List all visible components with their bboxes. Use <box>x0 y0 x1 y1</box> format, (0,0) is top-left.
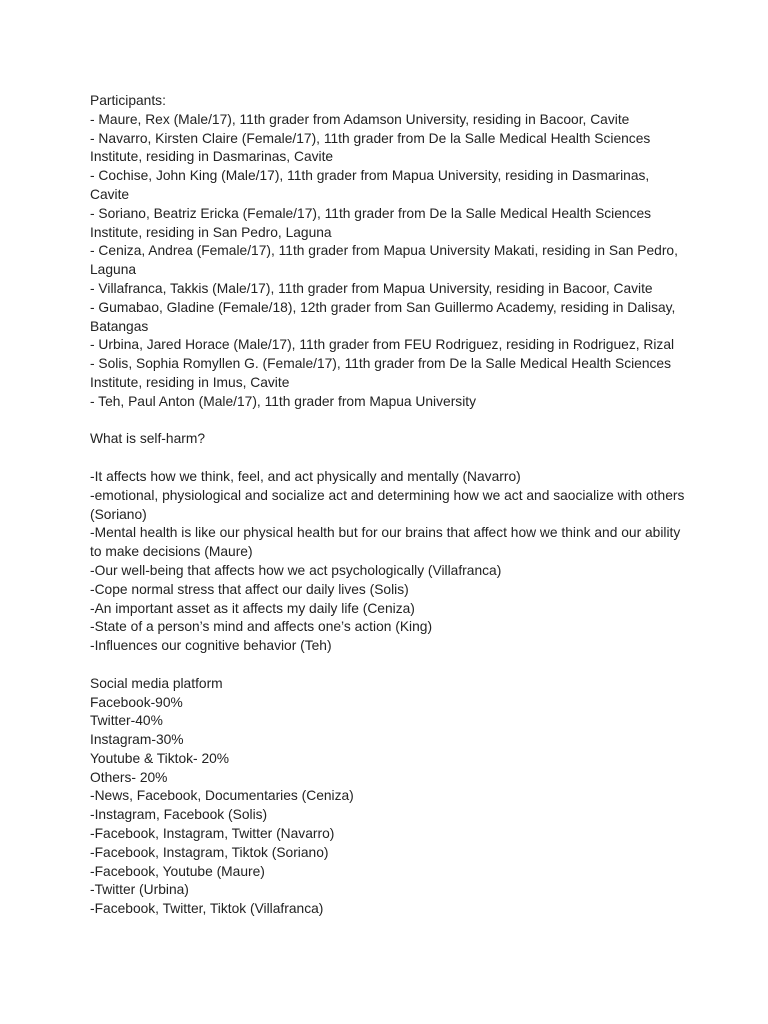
social-media-item: Instagram-30% <box>90 732 184 748</box>
question-heading: What is self-harm? <box>90 431 206 447</box>
participant-item: - Navarro, Kirsten Claire (Female/17), 11th grader from De la Salle Medical Health Sciences Institute, residing in Dasmarinas, Cavite <box>90 130 655 165</box>
participant-item: - Maure, Rex (Male/17), 11th grader from Adamson University, residing in Bacoor, Cavite <box>90 111 630 127</box>
answer-item: -Mental health is like our physical health but for our brains that affect how we think and our ability to make decisions (Maure) <box>90 525 685 560</box>
participant-item: - Villafranca, Takkis (Male/17), 11th grader from Mapua University, residing in Bacoor, Cavite <box>90 280 653 296</box>
answer-item: -Cope normal stress that affect our daily lives (Solis) <box>90 581 409 597</box>
answers-section <box>90 468 690 656</box>
document-body <box>90 92 690 938</box>
answer-item: -An important asset as it affects my daily life (Ceniza) <box>90 600 415 616</box>
participant-item: - Teh, Paul Anton (Male/17), 11th grader from Mapua University <box>90 393 476 409</box>
participant-item: - Urbina, Jared Horace (Male/17), 11th grader from FEU Rodriguez, residing in Rodriguez, Rizal <box>90 337 675 353</box>
answer-item: -It affects how we think, feel, and act physically and mentally (Navarro) <box>90 468 521 484</box>
social-media-item: -Facebook, Instagram, Twitter (Navarro) <box>90 826 335 842</box>
participants-section <box>90 92 690 412</box>
participant-item: - Cochise, John King (Male/17), 11th grader from Mapua University, residing in Dasmarinas, Cavite <box>90 168 654 202</box>
participant-item: - Ceniza, Andrea (Female/17), 11th grader from Mapua University Makati, residing in San Pedro, Laguna <box>90 243 682 278</box>
social-media-item: -Twitter (Urbina) <box>90 882 189 898</box>
social-media-item: Others- 20% <box>90 769 168 785</box>
social-media-item: Facebook-90% <box>90 694 183 710</box>
participants-heading: Participants: <box>90 93 166 108</box>
answer-item: -Our well-being that affects how we act psychologically (Villafranca) <box>90 562 502 578</box>
social-media-section <box>90 675 690 919</box>
social-media-item: -News, Facebook, Documentaries (Ceniza) <box>90 788 354 804</box>
answer-item: -Influences our cognitive behavior (Teh) <box>90 638 332 654</box>
question-section <box>90 430 690 449</box>
social-media-item: -Instagram, Facebook (Solis) <box>90 807 268 823</box>
social-media-item: Youtube & Tiktok- 20% <box>90 750 230 766</box>
answer-item: -emotional, physiological and socialize act and determining how we act and saocialize with others (Soriano) <box>90 487 689 522</box>
social-media-item: Twitter-40% <box>90 713 163 729</box>
participant-item: - Solis, Sophia Romyllen G. (Female/17), 11th grader from De la Salle Medical Health Sciences Institute, residing in Imus, Cavite <box>90 356 675 390</box>
social-media-heading: Social media platform <box>90 675 223 691</box>
social-media-item: -Facebook, Twitter, Tiktok (Villafranca) <box>90 901 324 917</box>
participant-item: - Gumabao, Gladine (Female/18), 12th grader from San Guillermo Academy, residing in Dalisay, Batangas <box>90 299 680 334</box>
answer-item: -State of a person’s mind and affects one’s action (King) <box>90 619 433 635</box>
social-media-item: -Facebook, Youtube (Maure) <box>90 863 265 879</box>
participant-item: - Soriano, Beatriz Ericka (Female/17), 11th grader from De la Salle Medical Health Sciences Institute, residing in San Pedro, Laguna <box>90 205 655 240</box>
social-media-item: -Facebook, Instagram, Tiktok (Soriano) <box>90 844 329 860</box>
